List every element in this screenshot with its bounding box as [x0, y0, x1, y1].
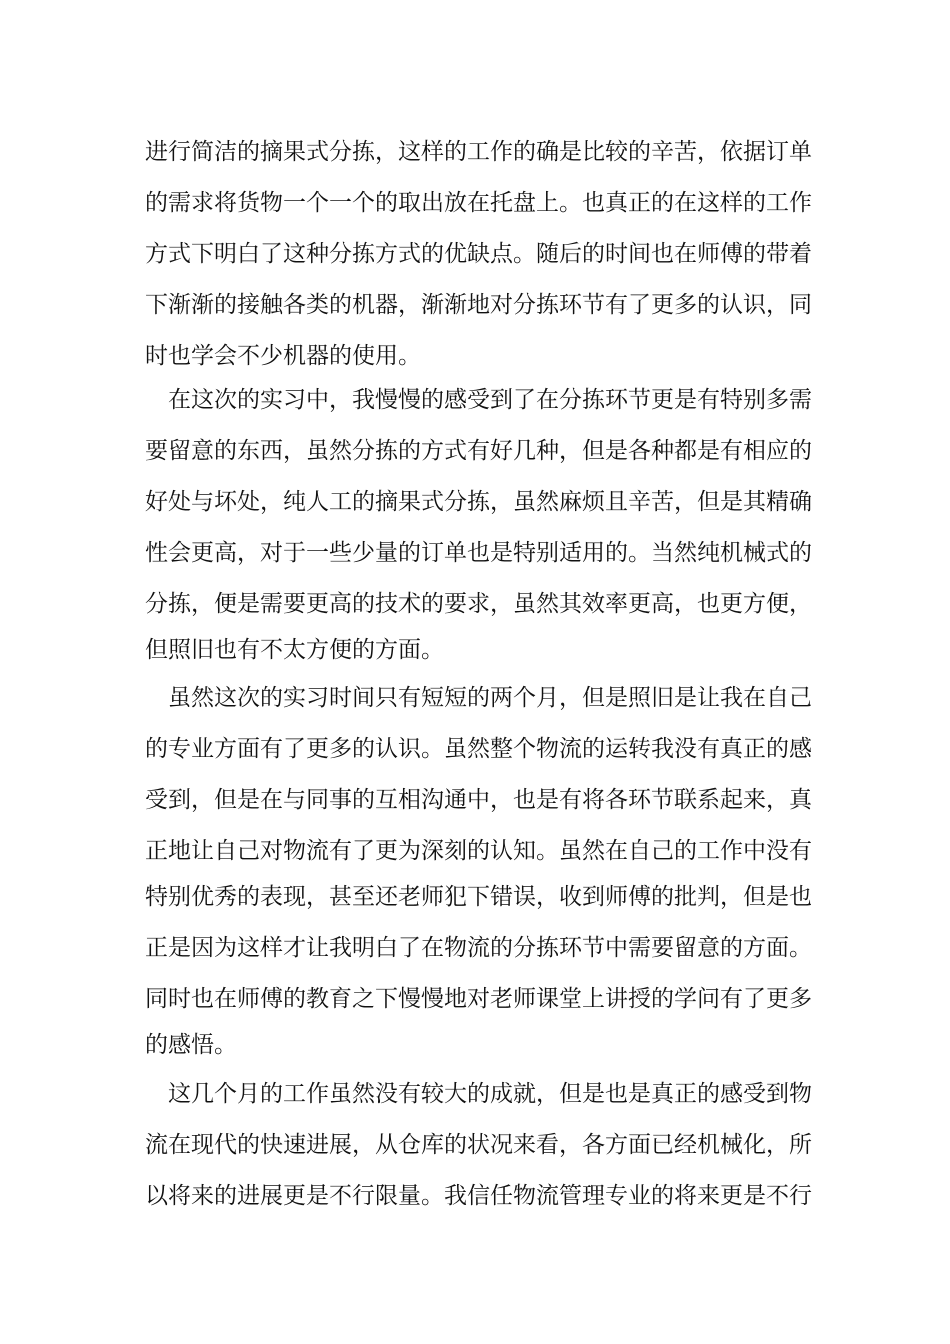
- paragraph-1-line-2: 的需求将货物一个一个的取出放在托盘上。也真正的在这样的工作: [145, 190, 812, 216]
- paragraph-3-line-4: 正地让自己对物流有了更为深刻的认知。虽然在自己的工作中没有: [145, 838, 812, 864]
- paragraph-2-line-1: 在这次的实习中，我慢慢的感受到了在分拣环节更是有特别多需: [168, 387, 812, 413]
- paragraph-2-line-4: 性会更高，对于一些少量的订单也是特别适用的。当然纯机械式的: [145, 540, 812, 566]
- paragraph-4-line-1: 这几个月的工作虽然没有较大的成就，但是也是真正的感受到物: [168, 1081, 812, 1107]
- paragraph-1-line-1: 进行简洁的摘果式分拣，这样的工作的确是比较的辛苦，依据订单: [145, 139, 812, 165]
- paragraph-2-line-6: 但照旧也有不太方便的方面。: [145, 637, 444, 663]
- paragraph-4-line-2: 流在现代的快速进展，从仓库的状况来看，各方面已经机械化，所: [145, 1132, 812, 1158]
- paragraph-4-line-3: 以将来的进展更是不行限量。我信任物流管理专业的将来更是不行: [145, 1183, 812, 1209]
- paragraph-2-line-3: 好处与坏处，纯人工的摘果式分拣，虽然麻烦且辛苦，但是其精确: [145, 489, 812, 515]
- paragraph-3-line-3: 受到，但是在与同事的互相沟通中，也是有将各环节联系起来，真: [145, 787, 812, 813]
- paragraph-1-line-3: 方式下明白了这种分拣方式的优缺点。随后的时间也在师傅的带着: [145, 241, 812, 267]
- paragraph-1-line-5: 时也学会不少机器的使用。: [145, 343, 421, 369]
- paragraph-2-line-2: 要留意的东西，虽然分拣的方式有好几种，但是各种都是有相应的: [145, 438, 812, 464]
- paragraph-2-line-5: 分拣，便是需要更高的技术的要求，虽然其效率更高，也更方便，: [145, 591, 812, 617]
- paragraph-3-line-5: 特别优秀的表现，甚至还老师犯下错误，收到师傅的批判，但是也: [145, 884, 812, 910]
- paragraph-3-line-7: 同时也在师傅的教育之下慢慢地对老师课堂上讲授的学问有了更多: [145, 986, 812, 1012]
- paragraph-3-line-6: 正是因为这样才让我明白了在物流的分拣环节中需要留意的方面。: [145, 935, 812, 961]
- paragraph-3-line-2: 的专业方面有了更多的认识。虽然整个物流的运转我没有真正的感: [145, 736, 812, 762]
- paragraph-3-line-1: 虽然这次的实习时间只有短短的两个月，但是照旧是让我在自己: [168, 685, 812, 711]
- paragraph-1-line-4: 下渐渐的接触各类的机器，渐渐地对分拣环节有了更多的认识，同: [145, 292, 812, 318]
- paragraph-3-line-8: 的感悟。: [145, 1032, 237, 1058]
